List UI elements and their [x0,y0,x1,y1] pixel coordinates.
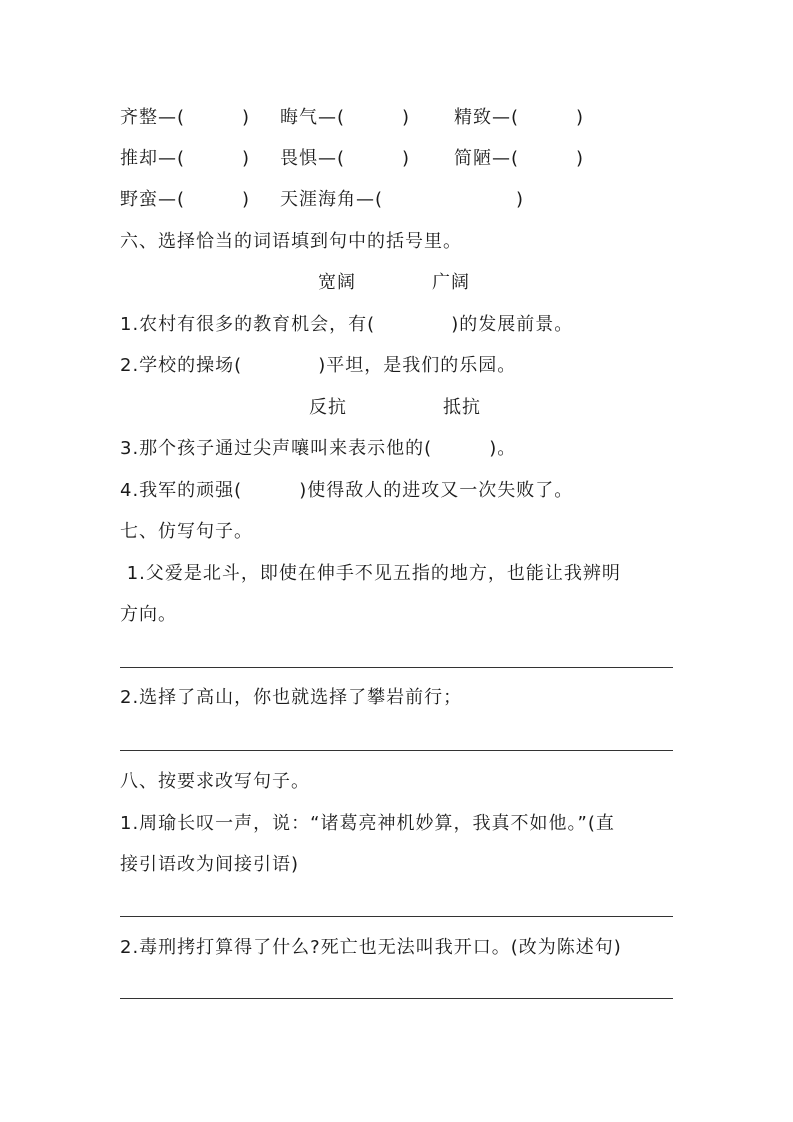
section-6-heading: 六、选择恰当的词语填到句中的括号里。 [120,231,462,252]
answer-line[interactable] [120,667,673,668]
question-7-1-line-1: 1.父爱是北斗，即使在伸手不见五指的地方，也能让我辨明 [120,563,621,584]
question-7-1-line-2: 方向。 [120,604,177,625]
pair-item: 天涯海角—( ) [280,189,525,210]
question-8-2: 2.毒刑拷打算得了什么?死亡也无法叫我开口。(改为陈述句) [120,937,622,958]
section-8-heading: 八、按要求改写句子。 [120,771,310,792]
question-6-4: 4.我军的顽强( )使得敌人的进攻又一次失败了。 [120,480,574,501]
answer-line[interactable] [120,750,673,751]
answer-line[interactable] [120,916,673,917]
question-6-1: 1.农村有很多的教育机会，有( )的发展前景。 [120,314,574,335]
question-8-1-line-1: 1.周瑜长叹一声，说：“诸葛亮神机妙算，我真不如他。”(直 [120,813,615,834]
question-6-3: 3.那个孩子通过尖声嚷叫来表示他的( )。 [120,438,517,459]
answer-line[interactable] [120,998,673,999]
pair-item: 精致—( ) [454,107,585,128]
word-choice: 抵抗 [443,397,481,418]
question-7-2: 2.选择了高山，你也就选择了攀岩前行； [120,687,463,708]
pair-item: 畏惧—( ) [280,148,411,169]
pair-item: 简陋—( ) [454,148,585,169]
question-8-1-line-2: 接引语改为间接引语) [120,854,300,875]
pair-item: 齐整—( ) [120,107,251,128]
pair-item: 推却—( ) [120,148,251,169]
section-7-heading: 七、仿写句子。 [120,521,253,542]
word-choice: 广阔 [432,272,470,293]
word-choice: 反抗 [309,397,347,418]
question-6-2: 2.学校的操场( )平坦，是我们的乐园。 [120,355,517,376]
word-choice: 宽阔 [318,272,356,293]
pair-item: 晦气—( ) [280,107,411,128]
pair-item: 野蛮—( ) [120,189,251,210]
